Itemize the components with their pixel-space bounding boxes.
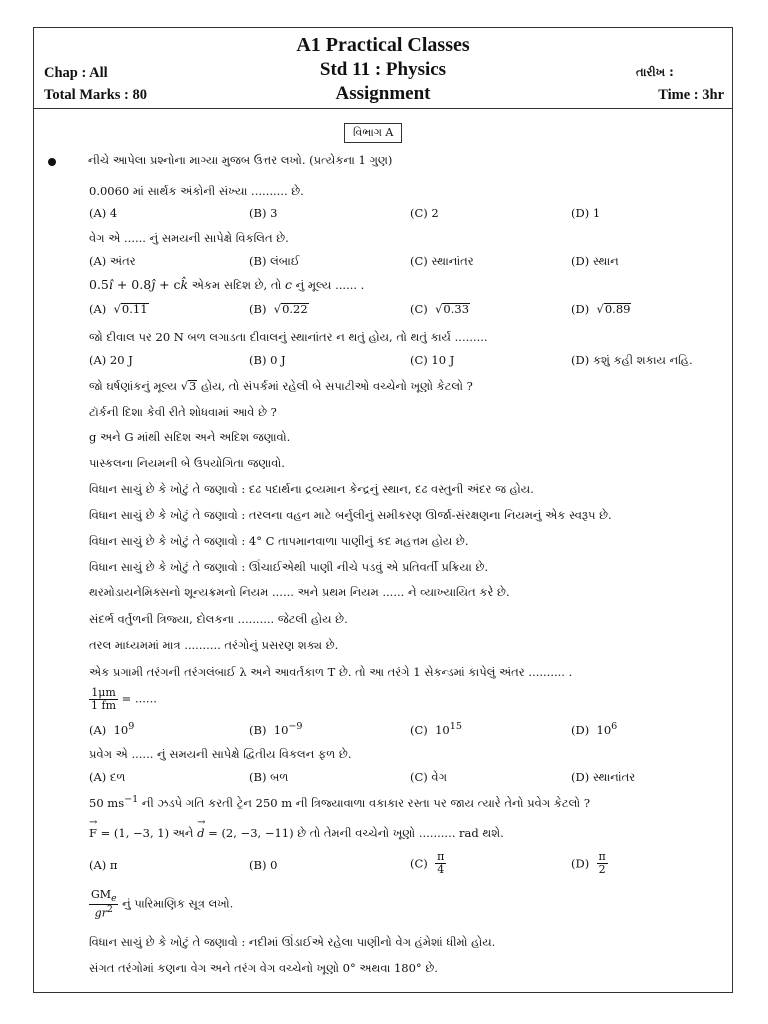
vector-arrow-icon: → (197, 817, 206, 828)
question-21: $\frac{GM_e}{gr^2}$ નું પારિમાણિક સૂત્ર લખો. (91, 888, 234, 920)
question-14: સંદર્ભ વર્તુળની ત્રિજ્યા, દોલકના .......... જેટલી હોય છે. (89, 612, 348, 626)
question-4: જો દીવાલ પર 20 N બળ લગાડતા દીવાલનું સ્થાનાંતર ન થતું હોય, તો થતું કાર્ય ......... (89, 330, 488, 344)
question-3: 0.5î + 0.8ĵ + ck̂ એકમ સદિશ છે, તો c નું મૂલ્ય ...... . (89, 277, 365, 292)
question-9: વિધાન સાચું છે કે ખોટું તે જણાવો : દઢ પદાર્થના દ્રવ્યમાન કેન્દ્રનું સ્થાન, દઢ વસ્તુની અંદર જ હોય. (89, 482, 534, 496)
bullet-icon (48, 158, 56, 166)
q1-option-c: (C) 2 (410, 206, 439, 220)
section-label: વિભાગ A (344, 123, 402, 143)
q3-option-a: (A) √0.11 (89, 302, 148, 316)
question-15: તરલ માધ્યમમાં માત્ર .......... તરંગોનું પ્રસરણ શક્ય છે. (89, 638, 339, 652)
worksheet-frame (33, 27, 733, 993)
worksheet-header (34, 28, 732, 109)
question-20: → F = (1, −3, 1) અને → d = (2, −3, −11) છે તો તેમની વચ્ચેનો ખૂણો .......... rad થશે. (89, 817, 504, 840)
q2-option-d: (D) સ્થાન (571, 254, 619, 268)
question-6: ટૉર્કની દિશા કેવી રીતે શોધવામાં આવે છે ? (89, 405, 277, 419)
q17-option-a: (A) $10^9$ (89, 721, 135, 737)
q1-option-b: (B) 3 (249, 206, 278, 220)
q1-option-a: (A) 4 (89, 206, 118, 220)
question-13: થરમોડાયનેમિક્સનો શૂન્યક્રમનો નિયમ ...... અને પ્રથમ નિયમ ...... ને વ્યાખ્યાયિત કરે છે. (89, 585, 510, 599)
q18-option-c: (C) વેગ (410, 770, 447, 784)
question-8: પાસ્કલના નિયમની બે ઉપયોગિતા જણાવો. (89, 456, 285, 470)
standard-subject: Std 11 : Physics (319, 59, 447, 80)
q2-option-c: (C) સ્થાનાંતર (410, 254, 474, 268)
q18-option-d: (D) સ્થાનાંતર (571, 770, 636, 784)
vector-arrow-icon: → (89, 817, 98, 828)
question-7: g અને G માંથી સદિશ અને અદિશ જણાવો. (89, 430, 291, 444)
q20-option-a: (A) π (89, 858, 118, 872)
question-17: $\frac{1\mu m}{1 fm}$ = ...... (91, 686, 157, 713)
question-12: વિધાન સાચું છે કે ખોટું તે જણાવો : ઊંચાઈએથી પાણી નીચે પડવું એ પ્રતિવર્તી પ્રક્રિયા છે. (89, 560, 488, 574)
question-16: એક પ્રગામી તરંગની તરંગલંબાઈ λ અને આવર્તકાળ T છે. તો આ તરંગે 1 સેકન્ડમાં કાપેલું અંતર .......... . (89, 665, 573, 679)
q4-option-d: (D) કશું કહી શકાય નહિ. (571, 353, 693, 367)
q21-fraction: $\frac{GM_e}{gr^2}$ (91, 888, 117, 920)
q20-option-b: (B) 0 (249, 858, 278, 872)
q3-option-c: (C) √0.33 (410, 302, 470, 316)
question-19: 50 $ms^{-1}$ ની ઝડપે ગતિ કરતી ટ્રેન 250 m ની ત્રિજ્યાવાળા વકાકાર રસ્તા પર જાય ત્યારે તેનો પ્રવેગ કેટલો ? (89, 794, 591, 810)
question-22: વિધાન સાચું છે કે ખોટું તે જણાવો : નદીમાં ઊંડાઈએ રહેલા પાણીનો વેગ હંમેશાં ધીમો હોય. (89, 935, 496, 949)
question-1: 0.0060 માં સાર્થક અંકોની સંખ્યા .......... છે. (89, 184, 304, 198)
q2-option-a: (A) અંતર (89, 254, 136, 268)
question-10: વિધાન સાચું છે કે ખોટું તે જણાવો : તરલના વહન માટે બર્નુલીનું સમીકરણ ઊર્જા-સંરક્ષણના નિયમનું એક સ્વરૂપ છે. (89, 508, 612, 522)
question-5: જો ઘર્ષણાંકનું મૂલ્ય √3 હોય, તો સંપર્કમાં રહેલી બે સપાટીઓ વચ્ચેનો ખૂણો કેટલો ? (89, 379, 473, 393)
q18-option-a: (A) દળ (89, 770, 126, 784)
q17-fraction: $\frac{1\mu m}{1 fm}$ (91, 686, 116, 713)
time-label: Time : 3hr (658, 87, 724, 103)
question-18: પ્રવેગ એ ...... નું સમયની સાપેક્ષે દ્વિતીય વિકલન ફળ છે. (89, 747, 352, 761)
question-2: વેગ એ ...... નું સમયની સાપેક્ષે વિકલિત છે. (89, 231, 289, 245)
instruction: નીચે આપેલા પ્રશ્નોના માગ્યા મુજબ ઉત્તર લખો. (પ્રત્યેકના 1 ગુણ) (88, 153, 393, 167)
q17-option-b: (B) $10^{-9}$ (249, 721, 303, 737)
q3-option-b: (B) √0.22 (249, 302, 308, 316)
q3-option-d: (D) √0.89 (571, 302, 631, 316)
q20-option-c: (C) $\frac{\pi}{4}$ (410, 850, 445, 877)
date-label: તારીખ : (636, 65, 674, 79)
q20-option-d: (D) $\frac{\pi}{2}$ (571, 850, 606, 877)
q4-option-b: (B) 0 J (249, 353, 286, 367)
q1-option-d: (D) 1 (571, 206, 601, 220)
q4-option-c: (C) 10 J (410, 353, 455, 367)
q18-option-b: (B) બળ (249, 770, 289, 784)
question-23: સંગત તરંગોમાં કણના વેગ અને તરંગ વેગ વચ્ચેનો ખૂણો 0° અથવા 180° છે. (89, 961, 438, 975)
assignment-title: Assignment (335, 83, 431, 104)
q17-option-c: (C) $10^{15}$ (410, 721, 462, 737)
total-marks: Total Marks : 80 (44, 87, 147, 103)
q2-option-b: (B) લંબાઈ (249, 254, 300, 268)
q17-option-d: (D) $10^6$ (571, 721, 618, 737)
question-11: વિધાન સાચું છે કે ખોટું તે જણાવો : 4° C તાપમાનવાળા પાણીનું કદ મહત્તમ હોય છે. (89, 534, 469, 548)
chapter-label: Chap : All (44, 65, 108, 81)
institute-title: A1 Practical Classes (296, 34, 470, 56)
q4-option-a: (A) 20 J (89, 353, 133, 367)
